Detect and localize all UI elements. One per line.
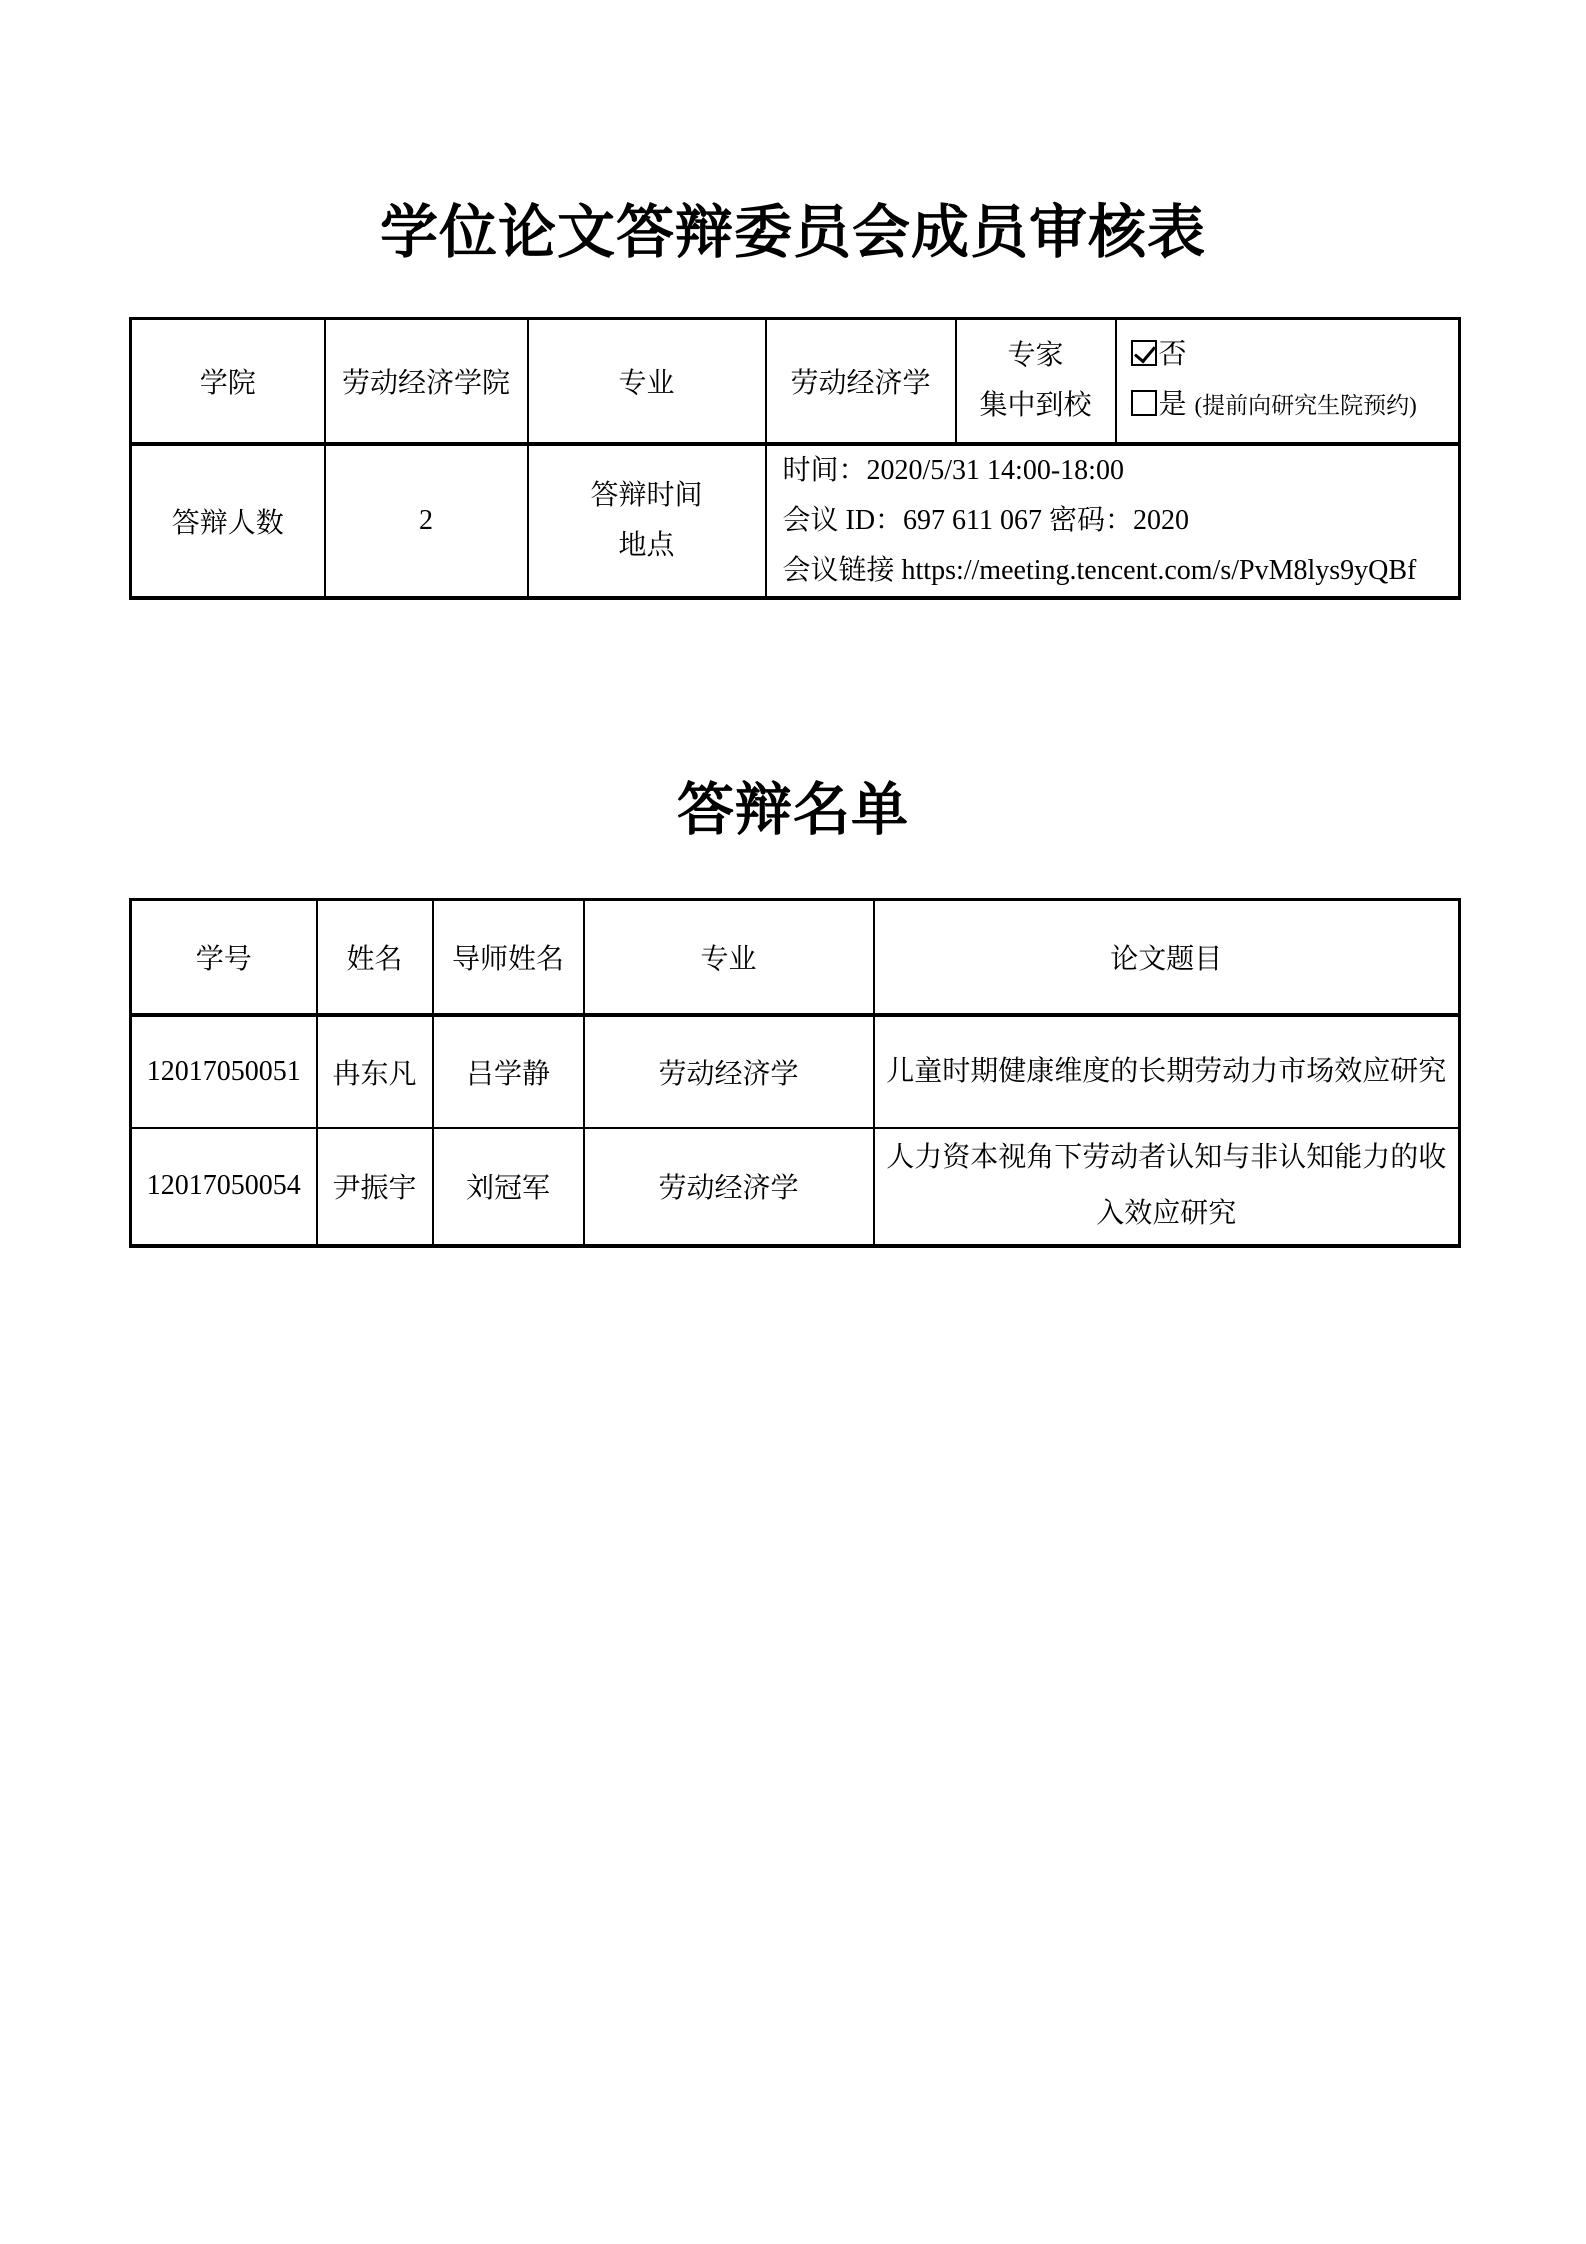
major-cell: 劳动经济学 bbox=[584, 1015, 874, 1128]
thesis-title-cell: 儿童时期健康维度的长期劳动力市场效应研究 bbox=[874, 1015, 1460, 1128]
defense-list-table bbox=[129, 898, 1461, 1248]
meeting-id-line: 会议 ID：697 611 067 密码：2020 bbox=[782, 504, 1190, 536]
header-student-id: 学号 bbox=[131, 900, 317, 1015]
experts-on-campus-label-cell bbox=[956, 319, 1116, 444]
header-name: 姓名 bbox=[317, 900, 433, 1015]
option-yes-line bbox=[1131, 380, 1459, 431]
checked-checkbox-icon bbox=[1131, 340, 1157, 366]
meeting-link[interactable]: https://meeting.tencent.com/s/PvM8lys9yQBf bbox=[901, 554, 1417, 586]
student-id-cell: 12017050054 bbox=[131, 1128, 317, 1246]
schedule-label-cell bbox=[528, 444, 766, 598]
student-name-cell: 尹振宇 bbox=[317, 1128, 433, 1246]
option-yes-note: (提前向研究生院预约) bbox=[1194, 393, 1417, 419]
schedule-label-line2: 地点 bbox=[618, 529, 675, 561]
experts-on-campus-options-cell bbox=[1116, 319, 1460, 444]
header-supervisor: 导师姓名 bbox=[433, 900, 584, 1015]
option-no-line bbox=[1131, 330, 1459, 380]
experts-label-line2: 集中到校 bbox=[979, 389, 1092, 421]
option-yes-label: 是 bbox=[1158, 389, 1187, 421]
major-cell: 劳动经济学 bbox=[584, 1128, 874, 1246]
college-value-cell: 劳动经济学院 bbox=[325, 319, 528, 444]
info-table-row-1 bbox=[131, 319, 1460, 444]
student-id-cell: 12017050051 bbox=[131, 1015, 317, 1128]
major-label-cell: 专业 bbox=[528, 319, 766, 444]
supervisor-name-cell: 刘冠军 bbox=[433, 1128, 584, 1246]
college-label-cell: 学院 bbox=[131, 319, 325, 444]
major-value-cell: 劳动经济学 bbox=[766, 319, 956, 444]
meeting-details-cell bbox=[766, 444, 1460, 598]
option-no-label: 否 bbox=[1158, 339, 1187, 371]
defense-info-table bbox=[129, 317, 1461, 600]
meeting-link-line bbox=[783, 546, 1459, 596]
thesis-title-cell: 人力资本视角下劳动者认知与非认知能力的收入效应研究 bbox=[874, 1128, 1460, 1246]
info-table-row-2 bbox=[131, 444, 1460, 598]
table-row bbox=[131, 1015, 1460, 1128]
table-row bbox=[131, 1128, 1460, 1246]
header-major: 专业 bbox=[584, 900, 874, 1015]
defense-list-title: 答辩名单 bbox=[677, 778, 909, 842]
meeting-link-prefix: 会议链接 bbox=[782, 554, 902, 586]
unchecked-checkbox-icon bbox=[1131, 390, 1157, 416]
header-thesis-title: 论文题目 bbox=[874, 900, 1460, 1015]
schedule-label-line1: 答辩时间 bbox=[590, 479, 703, 511]
list-header-row bbox=[131, 900, 1460, 1015]
meeting-time-line: 时间：2020/5/31 14:00-18:00 bbox=[782, 454, 1124, 486]
defender-count-label-cell: 答辩人数 bbox=[131, 444, 325, 598]
defender-count-value-cell: 2 bbox=[325, 444, 528, 598]
student-name-cell: 冉东凡 bbox=[317, 1015, 433, 1128]
experts-label-line1: 专家 bbox=[1007, 339, 1064, 371]
supervisor-name-cell: 吕学静 bbox=[433, 1015, 584, 1128]
document-title: 学位论文答辩委员会成员审核表 bbox=[379, 200, 1206, 265]
